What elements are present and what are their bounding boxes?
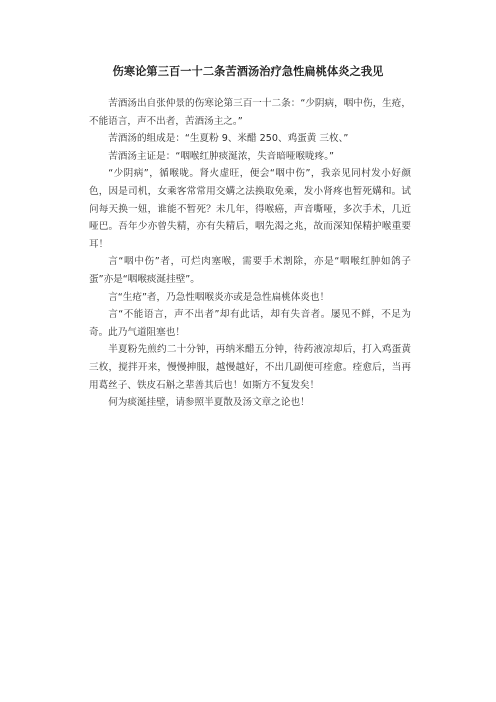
paragraph: 何为痰涎挂壁，请参照半夏散及汤文章之论也！: [108, 397, 310, 409]
paragraph: 苦酒汤的组成是：“生夏粉 9、米醋 250、鸡蛋黄 三枚、”: [108, 133, 349, 145]
paragraph: 苦酒汤出自张仲景的伤寒论第三百一十二条：“少阴病，咽中伤，生疮，不能语言，声不出者，苦酒汤主之。”: [89, 98, 411, 127]
paragraph: 言“生疮”者，乃急性咽喉炎亦或是急性扁桃体炎也！: [108, 291, 330, 303]
paragraph: 半夏粉先煎约二十分钟，再纳米醋五分钟，待药液凉却后，打入鸡蛋黄三枚，搅拌开来，慢慢抻服，越慢越好，不出几副便可痊愈。痊愈后，当再用葛丝子、铁皮石斛之辈善其后也！如斯方不复发矣！: [89, 344, 411, 391]
paragraph: 言“咽中伤”者，可烂肉塞喉，需要手术割除，亦是“咽喉红肿如鸽子蛋”亦是“咽喉痰涎挂壁”。: [89, 256, 411, 285]
document-title: 伤寒论第三百一十二条苦酒汤治疗急性扁桃体炎之我见: [112, 65, 384, 78]
document-body: [89, 95, 411, 412]
paragraph: “少阴病”，循喉咙。肾火虚旺，便会“咽中伤”，我亲见同村发小好颜色，因是司机，女乘客常常用交媾之法换取免乘，发小肾疼也暂死媾和。试问每天换一妞，谁能不暂死？未几年，得喉癌，声音嘶哑，多次手术，几近哑巴。吾年少亦曾失精，亦有失精后，咽先渴之兆，故而深知保精护喉重要耳！: [89, 168, 411, 250]
paragraph: 苦酒汤主证是：“咽喉红肿痰涎浓，失音暗哑喉咙疼。”: [108, 150, 334, 162]
paragraph: 言“不能语言，声不出者”却有此话，却有失音者。屡见不鲜，不足为奇。此乃气道阻塞也！: [89, 309, 411, 338]
